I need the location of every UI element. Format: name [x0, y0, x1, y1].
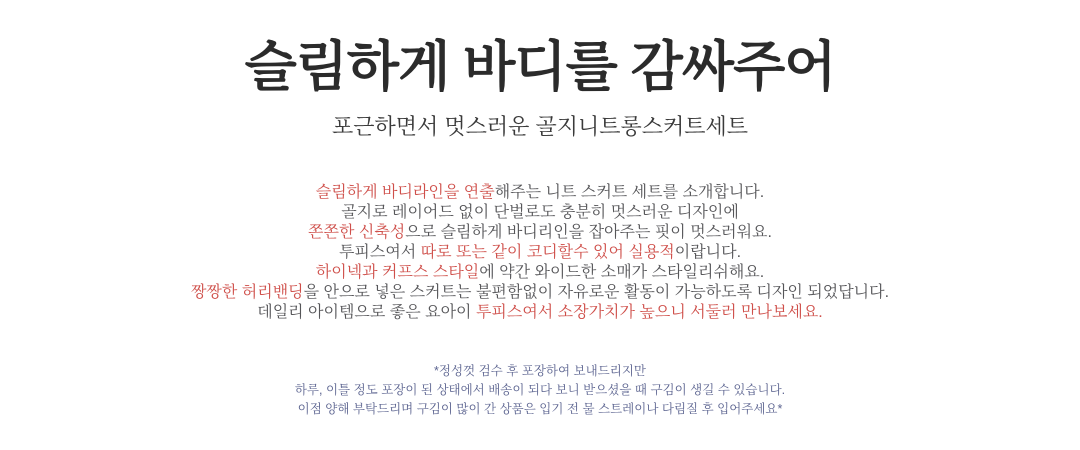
description-segment: 투피스여서	[338, 244, 421, 261]
description-segment-highlight: 슬림하게 바디라인을 연출	[315, 184, 495, 201]
description-line	[191, 203, 889, 223]
page-title: 슬림하게 바디를 감싸주어	[244, 37, 836, 97]
notice-line: *정성껏 검수 후 포장하여 보내드리지만	[434, 364, 646, 378]
description-line	[191, 183, 889, 203]
description-segment: 에 약간 와이드한 소매가 스타일리쉬해요.	[479, 264, 765, 281]
description-segment: 데일리 아이템으로 좋은 요아이	[257, 304, 476, 321]
notice-line: 이점 양해 부탁드리며 구김이 많이 간 상품은 입기 전 물 스트레이나 다림질 후 입어주세요*	[297, 402, 783, 416]
description-line	[191, 263, 889, 283]
page-subtitle: 포근하면서 멋스러운 골지니트롱스커트세트	[331, 114, 748, 139]
description-segment-highlight: 짱짱한 허리밴딩	[190, 284, 304, 301]
description-segment: 해주는 니트 스커트 세트를 소개합니다.	[494, 184, 765, 201]
description-segment: 을 안으로 넣은 스커트는 불편함없이 자유로운 활동이 가능하도록 디자인 되었답니다.	[303, 284, 890, 301]
description-segment-highlight: 쫀쫀한 신축성	[308, 224, 406, 241]
description-line	[191, 283, 889, 303]
description-segment-highlight: 따로 또는 같이 코디할수 있어 실용적	[420, 244, 675, 261]
description-line	[191, 223, 889, 243]
description-line	[191, 243, 889, 263]
description-segment-highlight: 투피스여서 소장가치가 높으니 서둘러 만나보세요.	[475, 304, 823, 321]
notice-line: 하루, 이틀 정도 포장이 된 상태에서 배송이 되다 보니 받으셨을 때 구김이 생길 수 있습니다.	[294, 383, 786, 397]
description-segment: 으로 슬림하게 바디리인을 잡아주는 핏이 멋스러워요.	[405, 224, 772, 241]
description-segment: 이랍니다.	[674, 244, 742, 261]
description-line	[191, 303, 889, 323]
description-segment: 골지로 레이어드 없이 단벌로도 충분히 멋스러운 디자인에	[341, 204, 739, 221]
description-block	[191, 183, 889, 323]
description-segment-highlight: 하이넥과 커프스 스타일	[315, 264, 480, 281]
shipping-notice	[295, 362, 785, 419]
